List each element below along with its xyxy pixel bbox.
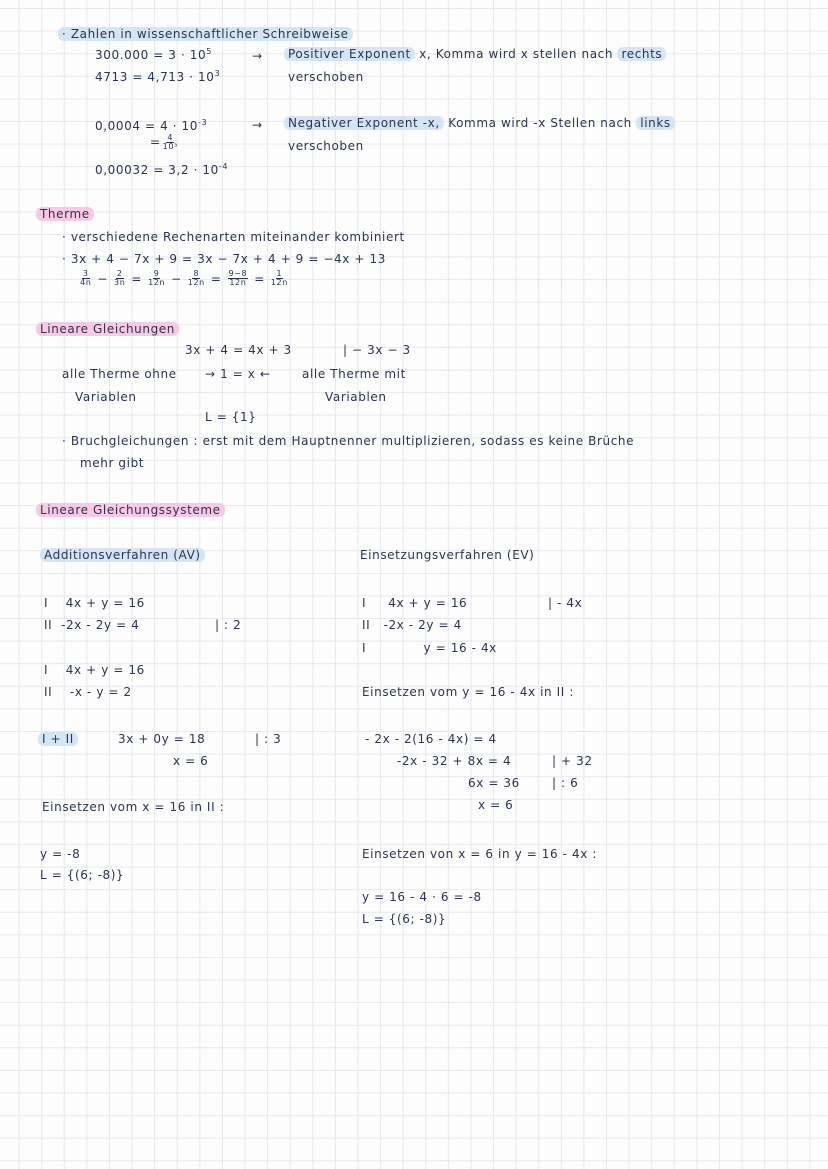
lin-variablen-left: Variablen (75, 390, 137, 404)
sci-heading (58, 26, 353, 42)
neg-direction: links (636, 116, 674, 130)
av-op: | : 2 (215, 618, 242, 632)
fraction (188, 270, 205, 287)
fraction (271, 270, 288, 287)
ev-op: | + 32 (552, 754, 593, 768)
lin-solution: L = {1} (205, 410, 257, 424)
bruch-note-2: mehr gibt (80, 456, 145, 470)
numerator: 2 (116, 269, 123, 278)
ev-op: | : 6 (552, 776, 579, 790)
ev-line: I 4x + y = 16 (362, 596, 468, 610)
eq-sign: = (150, 135, 161, 149)
av-title (40, 547, 205, 563)
numerator: 9−8 (228, 269, 248, 278)
sci-ex2-base: 4713 = 4,713 · 10 (95, 70, 215, 84)
av-op: | : 3 (255, 732, 282, 746)
numerator: 3 (82, 269, 89, 278)
sci-example-3-fraction (150, 134, 180, 151)
lin-title-text: Lineare Gleichungen (36, 322, 179, 336)
av-solution: L = {(6; -8)} (40, 868, 125, 882)
sci-example-2 (95, 66, 220, 85)
pos-highlight: Positiver Exponent (284, 47, 415, 61)
lgs-title-text: Lineare Gleichungssysteme (36, 503, 225, 517)
lin-operation: | − 3x − 3 (343, 343, 411, 357)
numerator: 1 (276, 269, 283, 278)
ev-op: | - 4x (548, 596, 583, 610)
neg-rest: Komma wird -x Stellen nach (443, 116, 637, 130)
sci-example-1 (95, 44, 212, 63)
lin-equation: 3x + 4 = 4x + 3 (185, 343, 292, 357)
lin-variablen-right: Variablen (325, 390, 387, 404)
ev-step: - 2x - 2(16 - 4x) = 4 (365, 732, 497, 746)
numerator: 4 (167, 133, 174, 142)
sci-ex3-base: 0,0004 = 4 · 10 (95, 119, 199, 133)
fraction (114, 270, 125, 287)
ev-line: II -2x - 2y = 4 (362, 618, 462, 632)
denominator: 12n (229, 278, 247, 287)
av-line: I 4x + y = 16 (44, 596, 145, 610)
av-line: II -2x - 2y = 4 (44, 618, 140, 632)
sci-ex4-exp: -4 (218, 162, 229, 171)
ev-insert-1: Einsetzen vom y = 16 - 4x in II : (362, 685, 574, 699)
lin-left-note: alle Therme ohne (62, 367, 177, 381)
av-title-text: Additionsverfahren (AV) (40, 548, 205, 562)
arrow-right-icon: → (252, 49, 263, 63)
sci-ex4-base: 0,00032 = 3,2 · 10 (95, 163, 219, 177)
positive-exponent-note (284, 46, 666, 62)
verschoben-1: verschoben (288, 70, 364, 84)
av-line: I 4x + y = 16 (44, 663, 145, 677)
ev-insert-2: Einsetzen von x = 6 in y = 16 - 4x : (362, 847, 598, 861)
av-sum-label (38, 731, 78, 747)
av-sum-label-text: I + II (38, 732, 78, 746)
numerator: 9 (153, 269, 160, 278)
av-y: y = -8 (40, 847, 81, 861)
denominator: 12n (148, 278, 166, 287)
denominator: 4n (80, 278, 92, 287)
operator: − (97, 271, 109, 286)
sci-ex1-exp: 5 (206, 47, 212, 56)
av-line: 3x + 0y = 18 (118, 732, 206, 746)
av-insert: Einsetzen vom x = 16 in II : (42, 800, 225, 814)
fraction (163, 134, 178, 151)
lin-result: → 1 = x ← (205, 367, 271, 381)
ev-title: Einsetzungsverfahren (EV) (360, 548, 535, 562)
therme-title-text: Therme (36, 207, 94, 221)
operator: = (254, 271, 265, 286)
sci-ex1-base: 300.000 = 3 · 10 (95, 48, 207, 62)
ev-step: 6x = 36 (468, 776, 520, 790)
denominator: 3n (114, 278, 126, 287)
sci-example-3 (95, 115, 207, 134)
ev-line: I y = 16 - 4x (362, 641, 497, 655)
sci-heading-text: · Zahlen in wissenschaftlicher Schreibweise (58, 27, 353, 41)
ev-solution: L = {(6; -8)} (362, 912, 447, 926)
ev-y: y = 16 - 4 · 6 = -8 (362, 890, 482, 904)
operator: = (131, 271, 143, 286)
sci-ex2-exp: 3 (214, 69, 221, 78)
arrow-right-icon: → (252, 118, 263, 132)
numerator: 8 (193, 269, 200, 278)
negative-exponent-note (284, 115, 675, 131)
fraction (80, 270, 91, 287)
sci-example-4 (95, 159, 228, 178)
therme-bullet-1: · verschiedene Rechenarten miteinander kombiniert (62, 230, 405, 244)
denominator: 12n (187, 278, 205, 287)
ev-step: -2x - 32 + 8x = 4 (397, 754, 512, 768)
av-line: x = 6 (173, 754, 209, 768)
pos-direction: rechts (617, 47, 666, 61)
therme-title (36, 206, 94, 222)
denominator: 10³ (162, 142, 178, 151)
sci-ex3-exp: -3 (198, 118, 208, 127)
fraction (228, 270, 249, 287)
therme-bullet-2: · 3x + 4 − 7x + 9 = 3x − 7x + 4 + 9 = −4x + 13 (62, 252, 386, 266)
fraction-equation (78, 270, 290, 287)
verschoben-2: verschoben (288, 139, 364, 153)
lgs-title (36, 502, 225, 518)
fraction (148, 270, 165, 287)
operator: − (171, 271, 182, 286)
denominator: 12n (270, 278, 288, 287)
neg-highlight: Negativer Exponent -x, (284, 116, 444, 130)
ev-step: x = 6 (478, 798, 514, 812)
bruch-note: · Bruchgleichungen : erst mit dem Hauptnenner multiplizieren, sodass es keine Brüche (62, 434, 635, 448)
operator: = (210, 271, 222, 286)
lin-right-note: alle Therme mit (302, 367, 406, 381)
pos-rest: x, Komma wird x stellen nach (414, 47, 618, 61)
lin-title (36, 321, 179, 337)
av-line: II -x - y = 2 (44, 685, 132, 699)
